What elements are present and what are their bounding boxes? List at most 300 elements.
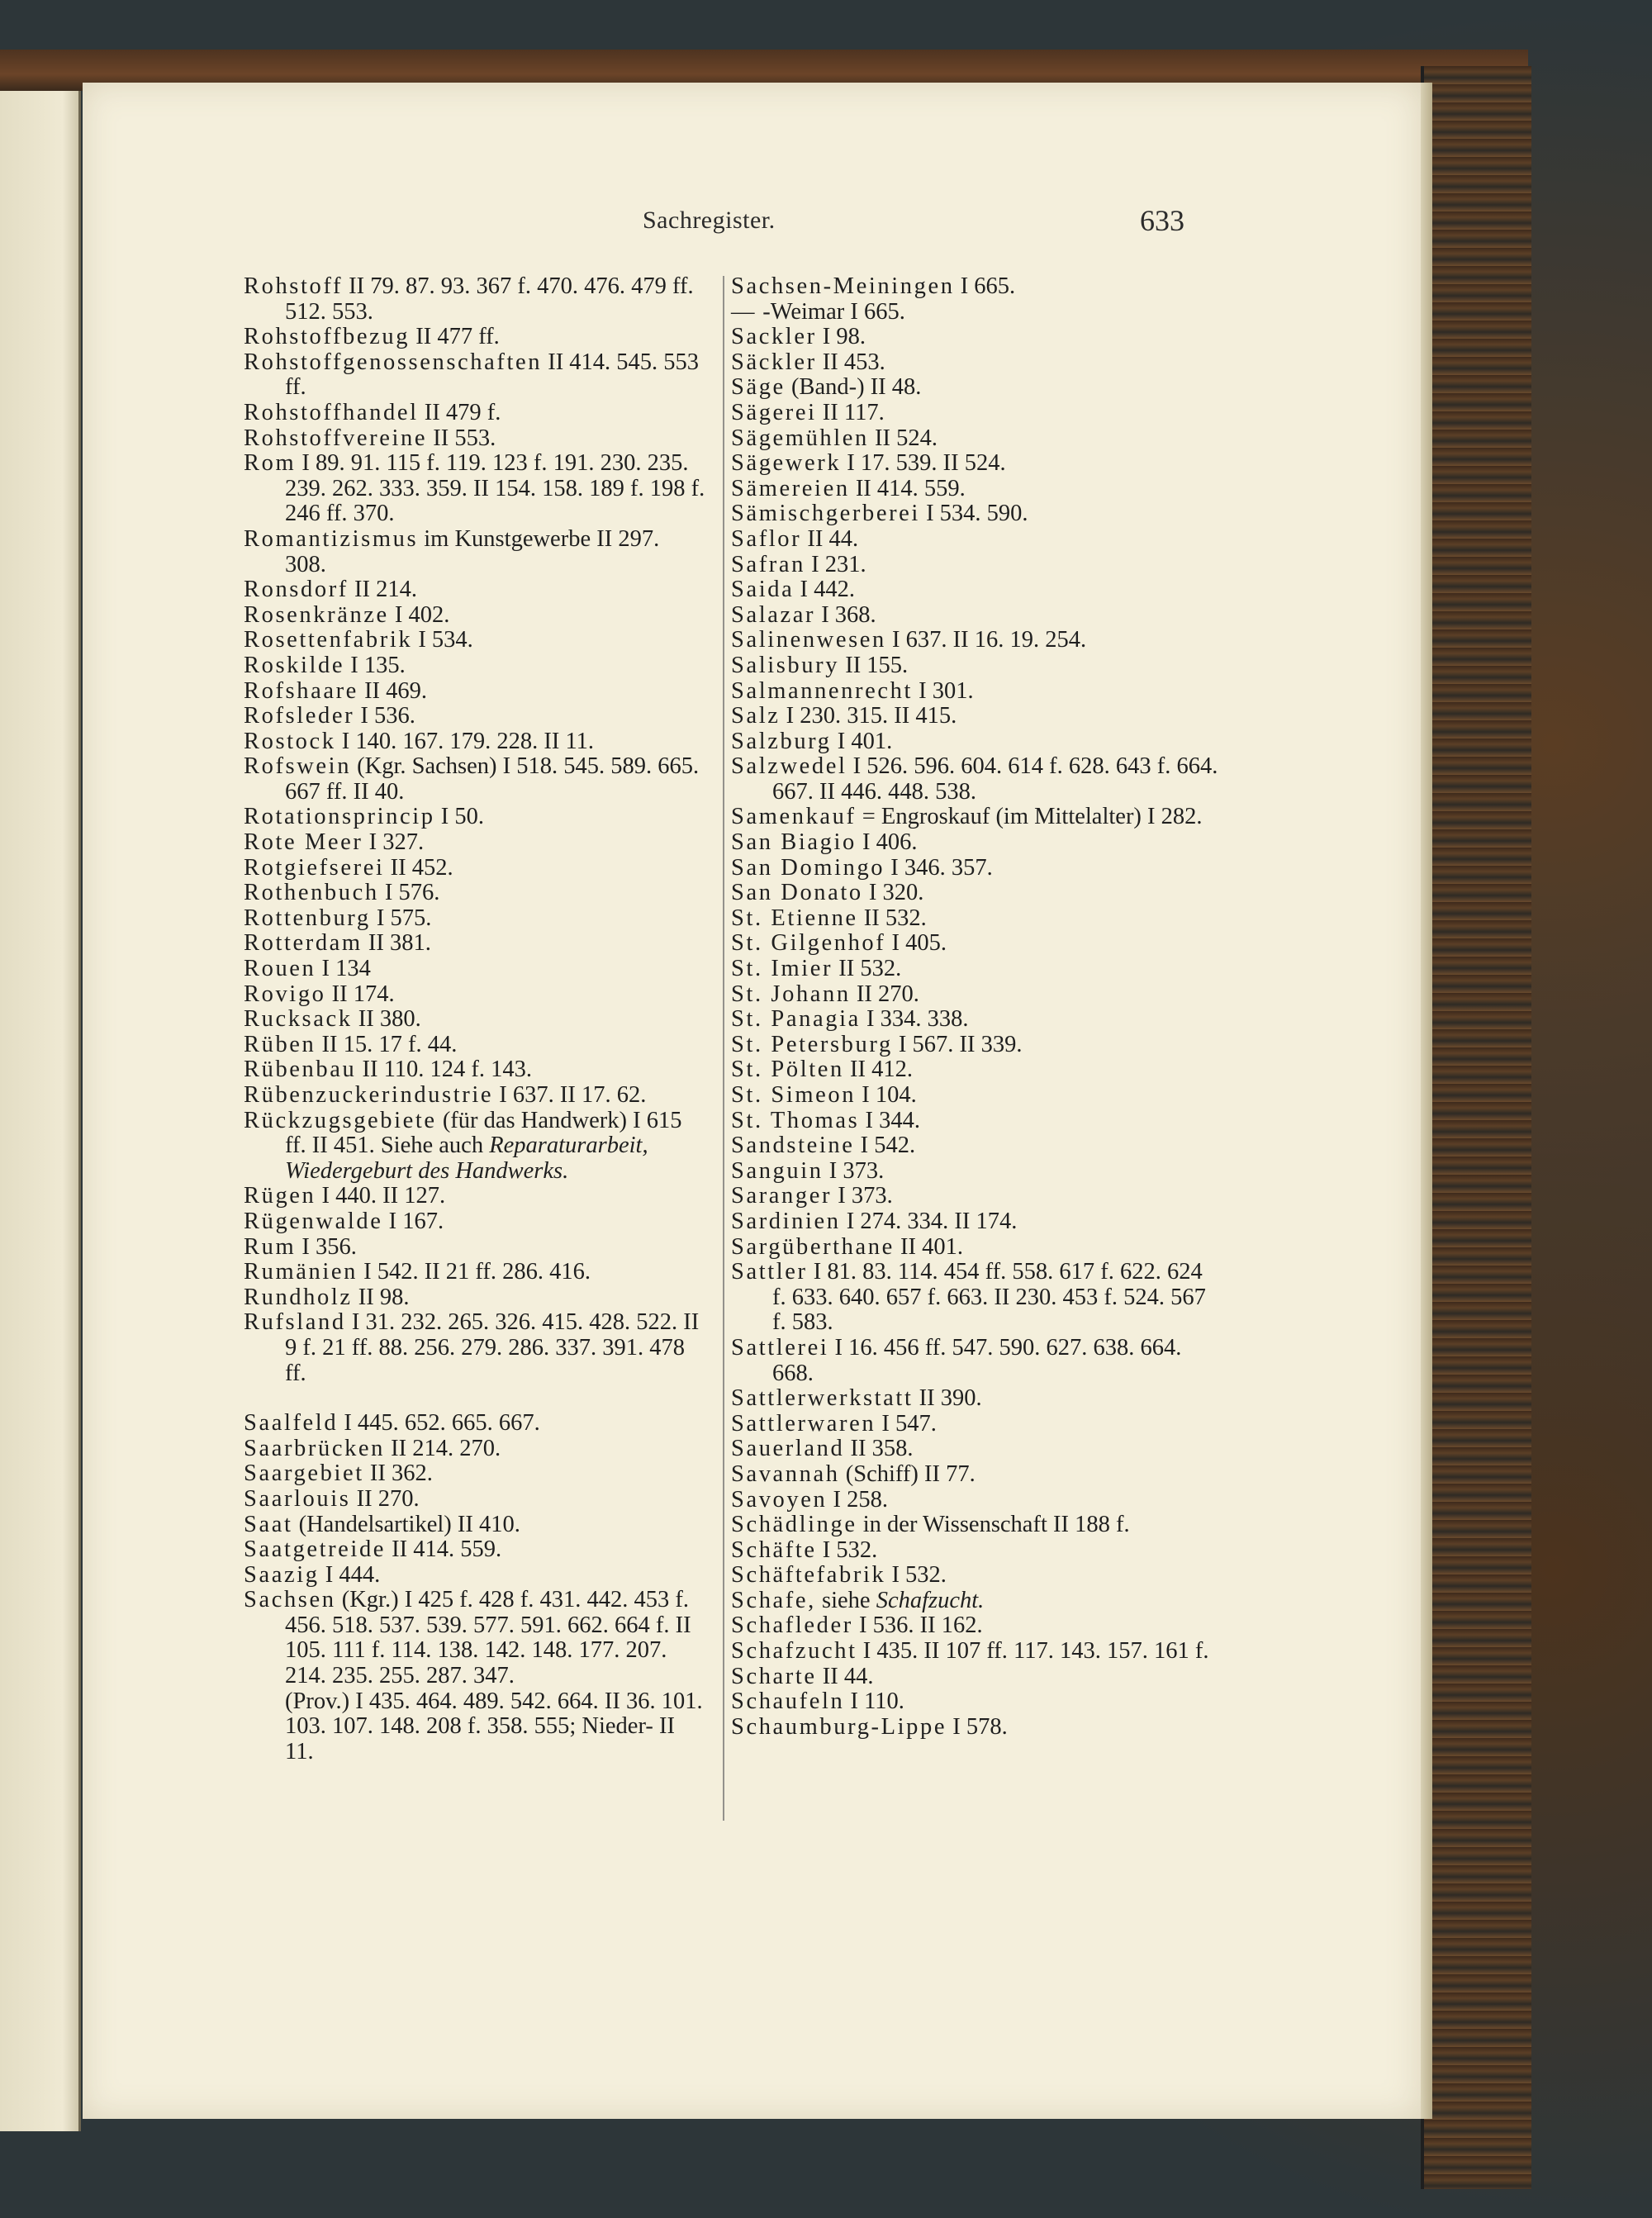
index-entry [731,1462,1218,1488]
index-keyword: Rostock [244,728,336,754]
index-keyword: Ronsdorf [244,577,349,603]
index-entry [731,1513,1218,1538]
index-entry [244,1411,706,1437]
index-keyword: Rote Meer [244,829,363,856]
index-cross-reference: Schafzucht. [876,1587,985,1613]
index-entry [731,1007,1218,1033]
index-references: (Kgr. Sachsen) I 518. 545. 589. 665. 667 ff. II 40. [285,753,700,805]
index-entry [244,325,706,350]
index-entry [244,1083,706,1109]
index-entry [244,1007,706,1033]
index-keyword: Rohstoffvereine [244,425,428,451]
index-keyword: St. Simeon [731,1082,857,1108]
index-keyword: St. Panagia [731,1006,861,1033]
index-references: II 270. [350,1485,420,1512]
index-keyword: Salinenwesen [731,627,886,653]
index-entry [731,426,1218,452]
index-references: I 230. 315. II 415. [780,703,957,729]
index-entry [244,1184,706,1209]
index-references: II 44. [816,1663,874,1689]
index-keyword: Rumänien [244,1259,358,1285]
index-keyword: Sattler [731,1259,808,1285]
index-references: I 536. II 162. [852,1612,983,1639]
index-entry [731,603,1218,629]
index-keyword: Salisbury [731,652,840,678]
index-references: I 637. II 16. 19. 254. [885,627,1087,653]
index-keyword: Safran [731,551,805,577]
index-references: im Kunstgewerbe II 297. 308. [285,525,660,577]
index-references: II 401. [894,1233,963,1260]
index-references: II 214. [348,577,417,603]
index-references: II 174. [325,981,395,1007]
index-entry [244,805,706,830]
index-entry [731,628,1218,653]
index-references: I 373. [823,1157,885,1184]
index-references: I 274. 334. II 174. [840,1208,1018,1234]
index-references: I 50. [434,804,484,830]
index-references: I 526. 596. 604. 614 f. 628. 643 f. 664. 667. II 446. 448. 538. [772,753,1218,805]
index-entry [244,426,706,452]
index-keyword: St. Etienne [731,905,858,931]
index-references: II 414. 559. [386,1536,502,1563]
index-references: I 532. [885,1562,947,1589]
index-references: II 469. [358,677,428,704]
column-divider [723,276,724,1821]
index-references: II 110. 124 f. 143. [356,1057,533,1083]
index-references: II 414. 545. 553 ff. [285,349,700,401]
index-entry [731,274,1218,300]
index-keyword: Savannah [731,1460,840,1487]
index-keyword: Rundholz [244,1284,353,1310]
index-keyword: Samenkauf [731,804,857,830]
index-keyword: Rohstoff [244,273,344,299]
index-references: (Schiff) II 77. [839,1460,976,1487]
index-keyword: — [731,298,757,325]
index-entry [731,1715,1218,1741]
index-entry [244,679,706,705]
index-entry [244,1260,706,1285]
index-entry [731,679,1218,705]
index-references: I 258. [827,1486,888,1513]
index-entry [731,856,1218,881]
index-keyword: Sauerland [731,1436,845,1462]
index-entry [731,1033,1218,1058]
index-references: II 381. [362,930,431,957]
index-entry [244,1235,706,1261]
index-keyword: Sanguin [731,1157,824,1184]
index-keyword: Sämischgerberei [731,501,920,527]
index-keyword: Sackler [731,324,817,350]
index-entry [731,1336,1218,1386]
index-references: I 89. 91. 115 f. 119. 123 f. 191. 230. 235. 239. 262. 333. 359. II 154. 158. 189 f. 198 f. 246 ff. 370. [285,450,705,527]
index-keyword: Saatgetreide [244,1536,387,1563]
index-references: I 31. 232. 265. 326. 415. 428. 522. II 9 f. 21 ff. 88. 256. 279. 286. 337. 391. 478 ff. [285,1309,700,1386]
index-entry [244,274,706,325]
running-title: Sachregister. [643,207,776,234]
index-keyword: Rucksack [244,1006,353,1033]
index-entry [244,856,706,881]
index-references: I 81. 83. 114. 454 ff. 558. 617 f. 622. 624 f. 633. 640. 657 f. 663. II 230. 453 f. 524. 567 f. 583. [772,1259,1206,1336]
index-keyword: Sägerei [731,399,817,425]
index-keyword: Sägemühlen [731,425,869,451]
index-references: I 575. [370,905,432,931]
index-entry-continuation: (Prov.) I 435. 464. 489. 542. 664. II 36. 101. 103. 107. 148. 208 f. 358. 555; Nieder- II 11. [285,1688,703,1764]
index-keyword: Rügen [244,1183,316,1209]
index-keyword: Saflor [731,525,802,552]
index-references: I 440. II 127. [316,1183,446,1209]
page-edge-shadow [1421,83,1432,2119]
index-keyword: Rohstoffgenossenschaften [244,349,543,375]
index-references: II 98. [352,1284,410,1310]
index-entry [731,1209,1218,1235]
index-references: I 532. [816,1536,878,1563]
index-references: II 532. [833,956,902,982]
index-references: I 368. [815,601,876,628]
index-keyword: Salmannenrecht [731,677,913,704]
index-entry [731,325,1218,350]
index-references: I 373. [832,1183,893,1209]
index-references: II 532. [857,905,927,931]
page-number: 633 [1140,204,1184,237]
index-entry [731,527,1218,553]
index-entry [731,1159,1218,1185]
index-entry [244,957,706,982]
index-entry [244,704,706,729]
index-keyword: Rübenzuckerindustrie [244,1082,494,1108]
index-keyword: Rufsland [244,1309,346,1336]
index-entry [731,1589,1218,1614]
index-keyword: Sägewerk [731,450,842,477]
index-keyword: Rofswein [244,753,352,780]
index-keyword: Saarlouis [244,1485,351,1512]
index-entry [731,300,1218,325]
index-references: I 405. [885,930,947,957]
index-keyword: Saalfeld [244,1410,339,1437]
index-entry [244,1563,706,1589]
index-entry [244,653,706,679]
index-references: (Kgr.) I 425 f. 428 f. 431. 442. 453 f. 456. 518. 537. 539. 577. 591. 662. 664 f. II 105. 111 f. 114. 138. 142. 148. 177. 207. 214. 235. 255. 287. 347. [285,1587,691,1689]
index-keyword: Säckler [731,349,817,375]
index-references: II 390. [913,1385,982,1412]
index-keyword: Saargebiet [244,1460,364,1487]
index-entry [244,1310,706,1386]
index-entry [244,1537,706,1563]
index-keyword: Schaufeln [731,1688,845,1715]
index-references: I 110. [844,1688,904,1715]
index-keyword: San Biagio [731,829,857,856]
index-keyword: Rotgiefserei [244,854,385,881]
index-keyword: Säge [731,374,786,401]
index-keyword: Rückzugsgebiete [244,1107,437,1133]
index-references: I 356. [296,1233,357,1260]
index-entry [731,1109,1218,1134]
index-entry [731,1488,1218,1513]
index-references: II 414. 559. [849,475,966,501]
index-entry [731,881,1218,906]
index-keyword: Sattlerwaren [731,1410,876,1437]
index-entry [731,1412,1218,1437]
section-gap [244,1386,706,1411]
index-entry [244,401,706,426]
index-entry [244,754,706,805]
index-entry [731,931,1218,957]
index-references: -Weimar I 665. [757,298,905,325]
index-references: siehe [815,1587,876,1613]
index-keyword: Salzwedel [731,753,847,780]
index-keyword: St. Pölten [731,1057,844,1083]
index-entry [731,729,1218,755]
book-cover-edge [1421,66,1531,2189]
index-entry [731,577,1218,603]
index-keyword: San Donato [731,880,863,906]
index-references: I 346. 357. [885,854,993,881]
index-references: II 270. [850,981,919,1007]
index-entry [731,754,1218,805]
index-references: I 98. [816,324,866,350]
index-references: I 327. [363,829,425,856]
index-entry [731,982,1218,1008]
index-references: I 547. [876,1410,937,1437]
index-entry [731,1260,1218,1336]
index-keyword: Schäftefabrik [731,1562,886,1589]
index-entry [244,1057,706,1083]
index-references: I 140. 167. 179. 228. II 11. [335,728,595,754]
index-keyword: Rosenkränze [244,601,389,628]
index-keyword: Rovigo [244,981,326,1007]
index-references: II 358. [844,1436,914,1462]
index-references: I 542. [854,1133,916,1159]
index-entry [731,1057,1218,1083]
index-references: (für das Handwerk) I 615 ff. II 451. Siehe auch [285,1107,682,1159]
index-references: II 452. [384,854,453,881]
index-keyword: Saarbrücken [244,1435,386,1461]
index-entry [731,1613,1218,1639]
index-keyword: Rotterdam [244,930,363,957]
index-entry [731,1133,1218,1159]
index-references: I 534. [412,627,473,653]
index-entry [731,451,1218,477]
index-keyword: Rouen [244,956,316,982]
index-references: II 553. [427,425,496,451]
index-keyword: Schaumburg-Lippe [731,1713,947,1740]
index-references: I 435. II 107 ff. 117. 143. 157. 161 f. [857,1638,1209,1665]
index-references: I 104. [856,1082,917,1108]
index-entry [731,957,1218,982]
index-keyword: Sandsteine [731,1133,855,1159]
index-keyword: Sargüberthane [731,1233,895,1260]
index-keyword: Savoyen [731,1486,828,1513]
index-entry [244,1461,706,1487]
index-references: I 637. II 17. 62. [493,1082,647,1108]
index-references: II 79. 87. 93. 367 f. 470. 476. 479 ff. 512. 553. [285,273,694,325]
index-entry [731,1235,1218,1261]
index-keyword: Saazig [244,1561,320,1588]
index-entry [244,931,706,957]
index-entry [244,1513,706,1538]
index-keyword: Schafzucht [731,1638,857,1665]
index-references: II 15. 17 f. 44. [316,1031,458,1057]
index-keyword: Sattlerei [731,1334,829,1361]
index-entry [244,830,706,856]
index-references: I 16. 456 ff. 547. 590. 627. 638. 664. 668. [772,1334,1182,1386]
index-keyword: St. Imier [731,956,833,982]
index-references: I 17. 539. II 524. [841,450,1006,477]
index-entry [244,982,706,1008]
index-keyword: Rofshaare [244,677,358,704]
index-keyword: Scharte [731,1663,817,1689]
index-keyword: Salazar [731,601,816,628]
index-references: II 214. 270. [385,1435,501,1461]
index-entry [731,401,1218,426]
index-keyword: Romantizismus [244,525,419,552]
index-keyword: Rotationsprincip [244,804,435,830]
index-entry [731,1689,1218,1715]
index-entry [731,805,1218,830]
index-entry [731,1083,1218,1109]
index-entry [731,375,1218,401]
index-references: II 524. [868,425,938,451]
index-entry [731,1639,1218,1665]
index-references: II 479 f. [418,399,501,425]
index-references: I 344. [859,1107,920,1133]
index-references: I 444. [319,1561,381,1588]
index-entry [731,906,1218,932]
index-keyword: St. Gilgenhof [731,930,886,957]
index-references: I 320. [862,880,924,906]
index-entry [244,577,706,603]
index-keyword: Rügenwalde [244,1208,383,1234]
index-keyword: St. Johann [731,981,851,1007]
index-keyword: Saranger [731,1183,833,1209]
index-references: II 412. [843,1057,913,1083]
index-entry [731,1538,1218,1564]
index-keyword: Sardinien [731,1208,841,1234]
index-references: II 117. [816,399,885,425]
index-references: II 380. [352,1006,421,1033]
index-references: (Handelsartikel) II 410. [292,1511,520,1537]
index-references: in der Wissenschaft II 188 f. [857,1512,1130,1538]
index-entry [244,1033,706,1058]
index-keyword: Rum [244,1233,297,1260]
index-references: I 542. II 21 ff. 286. 416. [357,1259,591,1285]
index-keyword: Rom [244,450,297,477]
index-references: = Engroskauf (im Mittelalter) I 282. [856,804,1203,830]
index-references: II 453. [816,349,885,375]
index-entry [244,1588,706,1688]
index-entry [244,906,706,932]
index-references: II 362. [363,1460,433,1487]
index-entry [731,830,1218,856]
index-keyword: St. Thomas [731,1107,860,1133]
index-references: I 665. [954,273,1016,299]
index-column-left [244,274,706,1764]
index-entry [244,881,706,906]
index-references: II 44. [801,525,859,552]
index-entry [731,501,1218,527]
index-entry [244,1437,706,1462]
index-keyword: Roskilde [244,652,345,678]
index-references: II 477 ff. [410,324,500,350]
index-keyword: Schädlinge [731,1512,857,1538]
index-entry [731,1665,1218,1690]
index-keyword: Sattlerwerkstatt [731,1385,914,1412]
index-entry [731,477,1218,502]
index-entry [244,1109,706,1185]
index-keyword: Rohstoffhandel [244,399,419,425]
index-keyword: Saat [244,1511,293,1537]
index-references: I 578. [947,1713,1008,1740]
index-entry [731,553,1218,578]
index-keyword: Rosettenfabrik [244,627,413,653]
index-keyword: Saida [731,577,795,603]
index-keyword: Sachsen-Meiningen [731,273,955,299]
index-entry [731,704,1218,729]
index-keyword: Rohstoffbezug [244,324,411,350]
index-references: I 576. [378,880,440,906]
index-references: I 401. [831,728,893,754]
index-references: I 301. [913,677,974,704]
index-keyword: Rottenburg [244,905,371,931]
index-references: I 167. [382,1208,444,1234]
index-keyword: Sämereien [731,475,850,501]
index-entry [244,628,706,653]
index-references: I 231. [805,551,866,577]
index-keyword: Salz [731,703,781,729]
index-references: I 442. [794,577,855,603]
index-references: I 445. 652. 665. 667. [338,1410,540,1437]
index-keyword: Rothenbuch [244,880,379,906]
index-entry [731,1563,1218,1589]
index-entry [244,603,706,629]
index-entry [244,1209,706,1235]
index-entry [244,1487,706,1513]
index-entry [244,729,706,755]
index-references: I 536. [354,703,415,729]
index-references: I 402. [388,601,450,628]
index-entry [244,1285,706,1311]
index-entry [244,451,706,527]
index-references: I 534. 590. [919,501,1028,527]
index-references: I 334. 338. [860,1006,969,1033]
index-references: I 406. [856,829,918,856]
index-entry [731,653,1218,679]
index-references: I 567. II 339. [892,1031,1023,1057]
index-references: (Band-) II 48. [785,374,922,401]
index-entry [731,1184,1218,1209]
index-references: I 135. [344,652,406,678]
index-entry [244,350,706,401]
index-entry [731,350,1218,376]
index-keyword: Schafe, [731,1587,816,1613]
index-keyword: St. Petersburg [731,1031,893,1057]
index-entry [731,1437,1218,1462]
index-column-right [731,274,1218,1740]
index-cross-reference: Reparaturarbeit, Wiedergeburt des Handwerks. [285,1133,648,1184]
index-references: II 155. [839,652,909,678]
index-entry [731,1386,1218,1412]
index-keyword: Rübenbau [244,1057,357,1083]
index-entry [244,527,706,577]
index-keyword: Sachsen [244,1587,336,1613]
index-keyword: Schäfte [731,1536,817,1563]
index-keyword: Rofsleder [244,703,355,729]
index-keyword: San Domingo [731,854,885,881]
index-references: I 134 [316,956,371,982]
index-keyword: Schafleder [731,1612,853,1639]
index-keyword: Rüben [244,1031,316,1057]
index-keyword: Salzburg [731,728,832,754]
previous-page-edge [0,91,81,2131]
